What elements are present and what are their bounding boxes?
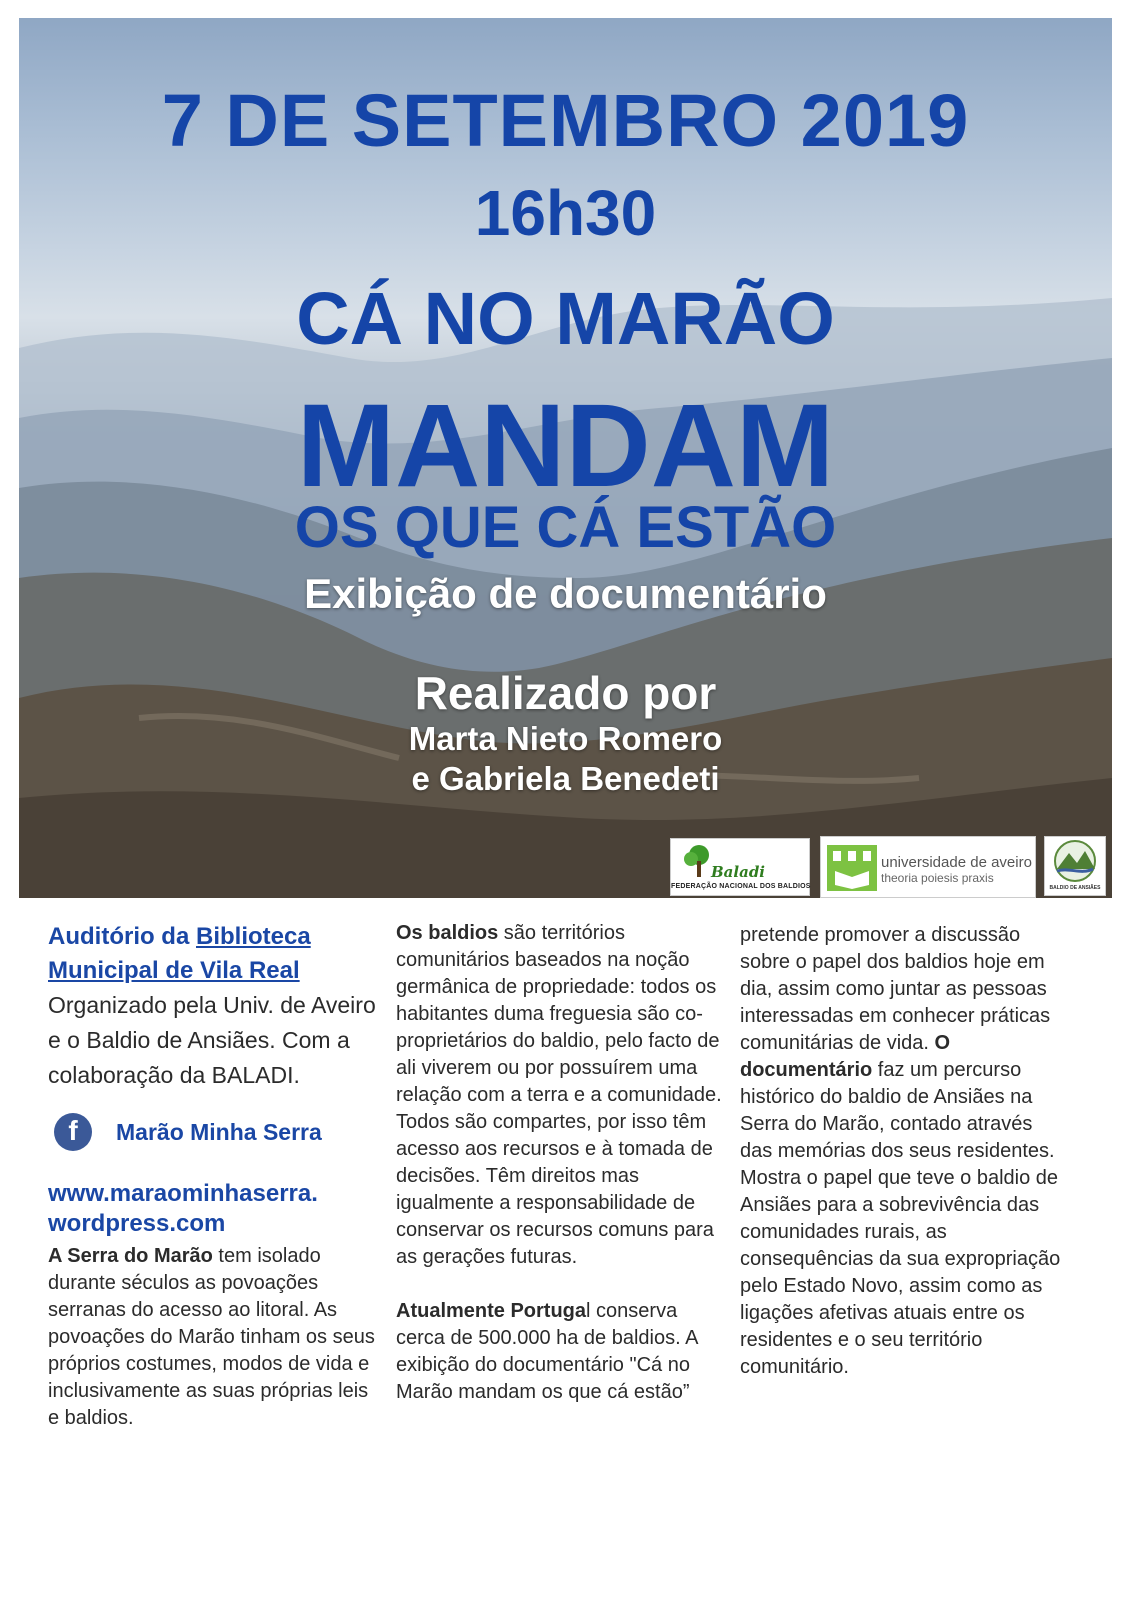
film-title-line1: CÁ NO MARÃO xyxy=(296,277,835,360)
facebook-page-name[interactable]: Marão Minha Serra xyxy=(116,1119,322,1145)
universidade-aveiro-logo: universidade de aveiro theoria poiesis praxis xyxy=(820,836,1036,898)
film-title-line3: OS QUE CÁ ESTÃO xyxy=(294,495,837,560)
organizer-text: Organizado pela Univ. de Aveiro e o Baldio de Ansiães. Com a colaboração da BALADI. xyxy=(48,992,376,1088)
facebook-row[interactable] xyxy=(48,1113,378,1157)
biblioteca-link[interactable]: Biblioteca xyxy=(196,923,311,950)
baldios-paragraph: Os baldios são territórios comunitários baseados na noção germânica de propriedade: todos os habitantes duma freguesia são co-proprietários do baldio, pelo facto de ali viverem ou por possuírem uma relação com a terra e a comunidade. Todos são compartes, por isso têm acesso aos recursos e à tomada de decisões. Têm direitos mas igualmente a responsabilidade de conservar os recursos comuns para as gerações futuras. xyxy=(396,922,722,1268)
event-subtitle: Exibição de documentário xyxy=(304,570,827,617)
documentary-paragraph: pretende promover a discussão sobre o papel dos baldios hoje em dia, assim como juntar as pessoas interessadas em conhecer práticas comunitárias de vida. O documentário faz um percurso histórico do baldio de Ansiães na Serra do Marão, contado através das memórias dos seus residentes. Mostra o papel que teve o baldio de Ansiães para a sobrevivência das comunidades rurais, as consequências da sua expropriação pelo Estado Novo, assim como as ligações afetivas atuais entre os residentes e o seu território comunitário. xyxy=(740,924,1061,1378)
facebook-icon[interactable]: f xyxy=(54,1113,92,1151)
portugal-paragraph: Atualmente Portugal conserva cerca de 500.000 ha de baldios. A exibição do documentário "Cá no Marão mandam os que cá estão” xyxy=(396,1300,698,1403)
baldio-emblem-icon xyxy=(1047,839,1103,883)
director-2: e Gabriela Benedeti xyxy=(411,760,720,797)
baldio-ansiaes-logo: BALDIO DE ANSIÃES xyxy=(1044,836,1106,896)
column-right xyxy=(740,920,1070,1381)
film-title-line2: MANDAM xyxy=(296,380,835,512)
column-middle xyxy=(396,920,726,1406)
director-1: Marta Nieto Romero xyxy=(408,720,723,757)
ua-emblem-icon xyxy=(827,845,877,891)
serra-paragraph: A Serra do Marão tem isolado durante séculos as povoações serranas do acesso ao litoral. As povoações do Marão tinham os seus próprios costumes, modos de vida e inclusivamente as suas próprias leis e baldios. xyxy=(48,1245,375,1429)
website-link[interactable]: www.maraominhaserra. wordpress.com xyxy=(48,1180,318,1237)
directed-by-label: Realizado por xyxy=(414,667,717,719)
event-time: 16h30 xyxy=(474,177,657,249)
vila-real-link[interactable]: Municipal de Vila Real xyxy=(48,957,300,984)
column-left xyxy=(48,920,378,1432)
baladi-logo: Baladi FEDERAÇÃO NACIONAL DOS BALDIOS xyxy=(670,838,810,896)
event-date: 7 DE SETEMBRO 2019 xyxy=(161,79,970,162)
hero-banner xyxy=(19,18,1112,898)
venue-heading: Auditório da Biblioteca Municipal de Vila Real xyxy=(48,923,311,984)
